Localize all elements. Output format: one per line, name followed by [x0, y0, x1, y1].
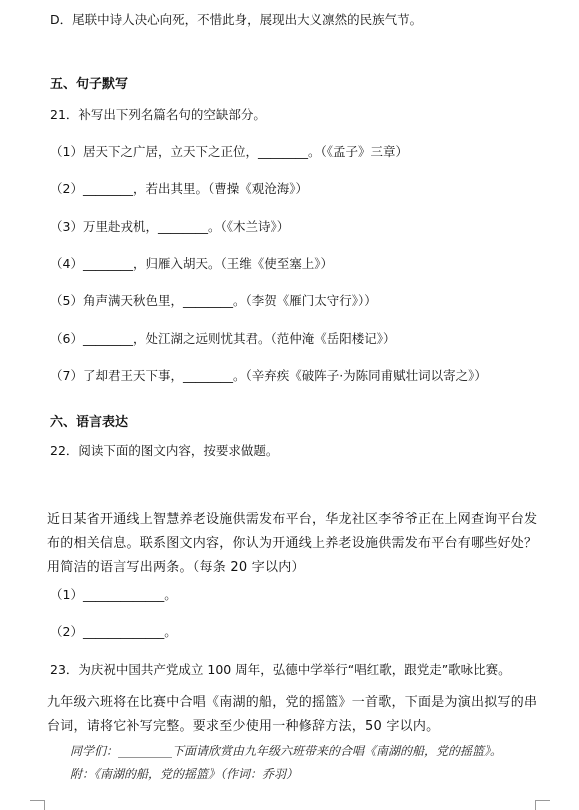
- q21-item-4: （4）________，归雁入胡天。（王维《使至塞上》）: [50, 256, 333, 271]
- q22-stem: 22．阅读下面的图文内容，按要求做题。: [50, 443, 279, 458]
- q22-passage-line-3: 用简洁的语言写出两条。（每条 20 字以内）: [47, 560, 305, 575]
- q22-passage-line-1: 近日某省开通线上智慧养老设施供需发布平台，华龙社区李爷爷正在上网查询平台发: [47, 512, 538, 527]
- q21-item-1: （1）居天下之广居，立天下之正位，________。（《孟子》三章）: [50, 144, 408, 159]
- q22-answer-1: （1）_____________。: [50, 587, 177, 602]
- q21-item-7: （7）了却君王天下事，________。（辛弃疾《破阵子·为陈同甫赋壮词以寄之》）: [50, 368, 487, 383]
- q21-item-6: （6）________，处江湖之远则忧其君。（范仲淹《岳阳楼记》）: [50, 331, 396, 346]
- q21-stem: 21．补写出下列名篇名句的空缺部分。: [50, 107, 266, 122]
- q23-stem: 23．为庆祝中国共产党成立 100 周年，弘德中学举行“唱红歌，跟党走”歌咏比赛。: [50, 662, 511, 677]
- q23-passage-line-2: 台词，请将它补写完整。要求至少使用一种修辞方法，50 字以内。: [47, 719, 440, 734]
- section-5-title: 五、句子默写: [50, 77, 129, 92]
- q21-item-3: （3）万里赴戎机，________。（《木兰诗》）: [50, 219, 290, 234]
- q23-passage-line-1: 九年级六班将在比赛中合唱《南湖的船，党的摇篮》一首歌，下面是为演出拟写的串: [47, 695, 538, 710]
- q22-passage-line-2: 布的相关信息。联系图文内容，你认为开通线上养老设施供需发布平台有哪些好处？: [47, 536, 538, 551]
- q22-answer-2: （2）_____________。: [50, 624, 177, 639]
- option-d: D．尾联中诗人决心向死，不惜此身，展现出大义凛然的民族气节。: [50, 12, 423, 27]
- section-6-title: 六、语言表达: [50, 415, 129, 430]
- q21-item-5: （5）角声满天秋色里，________。（李贺《雁门太守行》））: [50, 293, 377, 308]
- handwritten-line-1: 同学们：_________下面请欣赏由九年级六班带来的合唱《南湖的船，党的摇篮》。: [70, 744, 503, 758]
- handwritten-line-2: 附：《南湖的船，党的摇篮》（作词：乔羽）: [70, 767, 299, 781]
- q21-item-2: （2）________，若出其里。（曹操《观沧海》）: [50, 181, 308, 196]
